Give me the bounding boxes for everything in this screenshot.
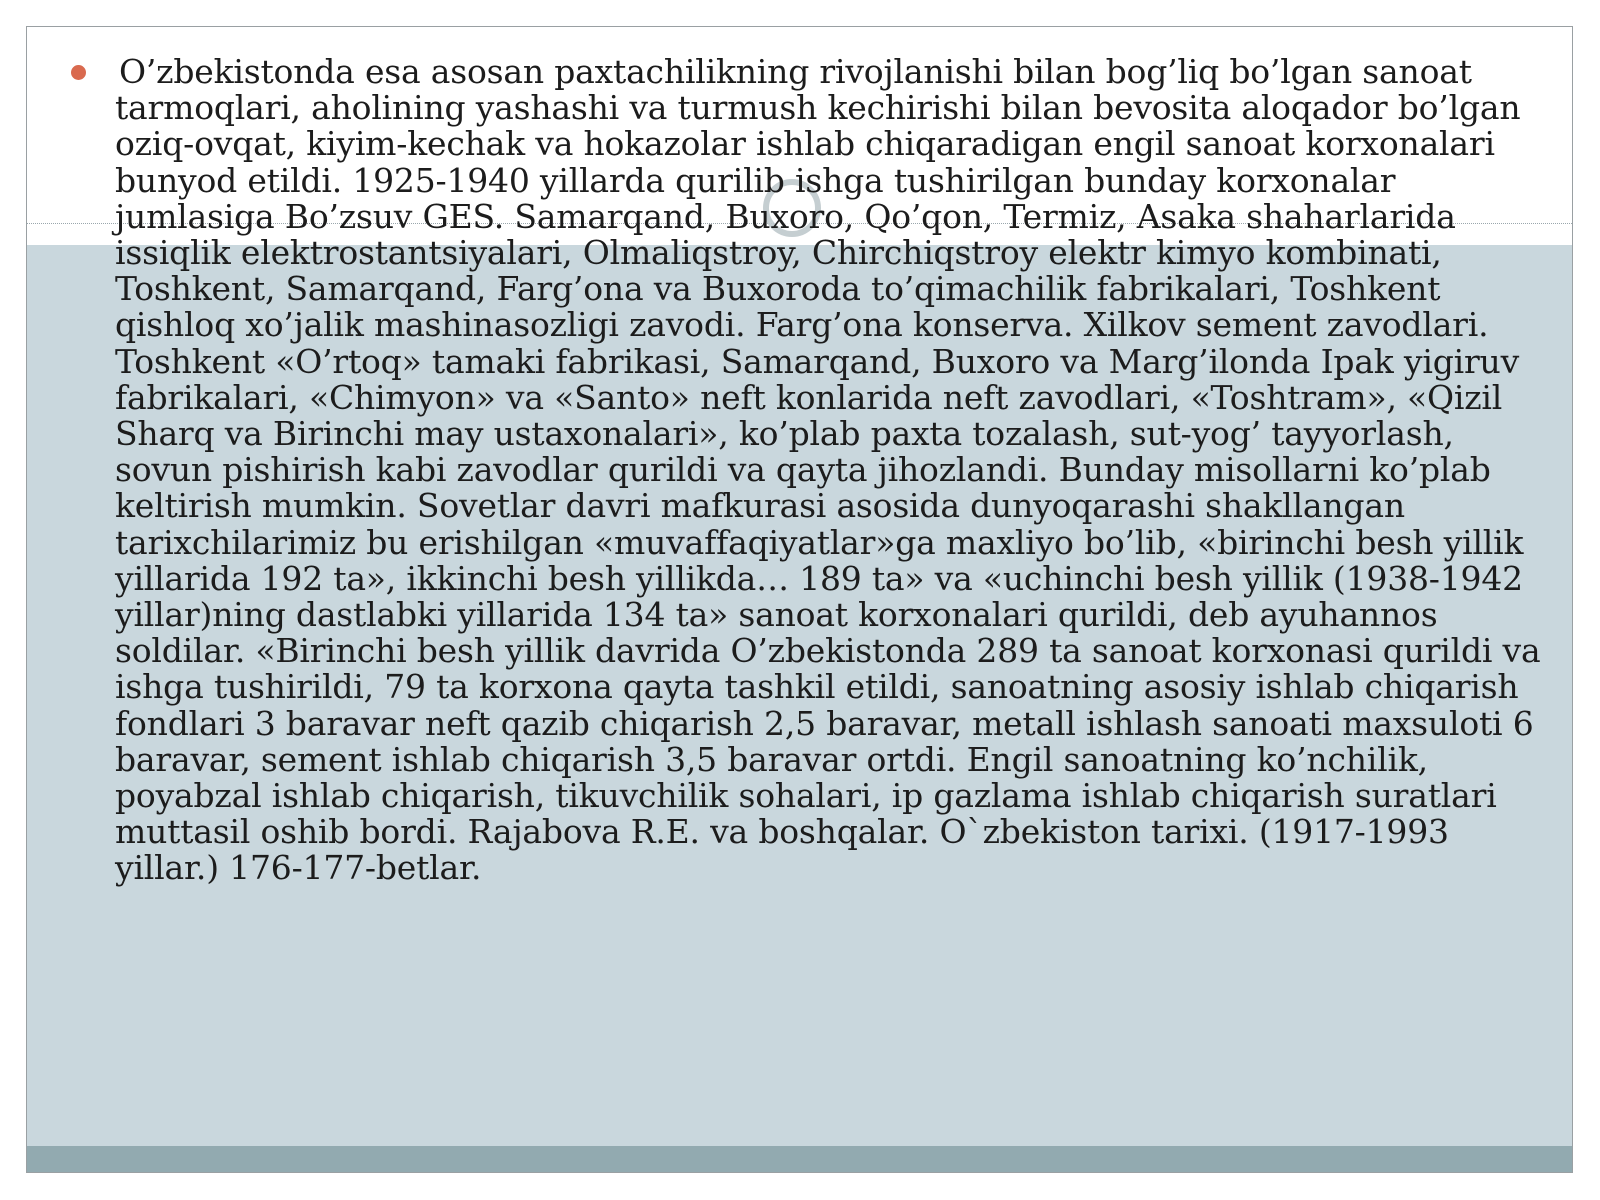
slide-body-text: O’zbekistonda esa asosan paxtachilikning rivojlanishi bilan bog’liq bo’lgan sanoat tarmoqlari, aholining yashashi va turmush kechirishi bilan bevosita aloqador bo’lgan oziq-ovqat, kiyim-kechak va hokazolar ishlab chiqaradigan engil sanoat korxonalari bunyod etildi. 1925-1940 yillarda qurilib ishga tushirilgan bunday korxonalar jumlasiga Bo’zsuv GES. Samarqand, Buxoro, Qo’qon, Termiz, Asaka shaharlarida issiqlik elektrostantsiyalari, Olmaliqstroy, Chirchiqstroy elektr kimyo kombinati, Toshkent, Samarqand, Farg’ona va Buxoroda to’qimachilik fabrikalari, Toshkent qishloq xo’jalik mashinasozligi zavodi. Farg’ona konserva. Xilkov sement zavodlari. Toshkent «O’rtoq» tamaki fabrikasi, Samarqand, Buxoro va Marg’ilonda Ipak yigiruv fabrikalari, «Chimyon» va «Santo» neft konlarida neft zavodlari, «Toshtram», «Qizil Sharq va Birinchi may ustaxonalari», ko’plab paxta tozalash, sut-yog’ tayyorlash, sovun pishirish kabi zavodlar qurildi va qayta jihozlandi. Bunday misollarni ko’plab keltirish mumkin. Sovetlar davri mafkurasi asosida dunyoqarashi shakllangan tarixchilarimiz bu erishilgan «muvaffaqiyatlar»ga maxliyo bo’lib, «birinchi besh yillik yillarida 192 ta», ikkinchi besh yillikda… 189 ta» va «uchinchi besh yillik (1938-1942 yillar)ning dastlabki yillarida 134 ta» sanoat korxonalari qurildi, deb ayuhannos soldilar. «Birinchi besh yillik davrida O’zbekistonda 289 ta sanoat korxonasi qurildi va ishga tushirildi, 79 ta korxona qayta tashkil etildi, sanoatning asosiy ishlab chiqarish fondlari 3 baravar neft qazib chiqarish 2,5 baravar, metall ishlash sanoati maxsuloti 6 baravar, sement ishlab chiqarish 3,5 baravar ortdi. Engil sanoatning ko’nchilik, poyabzal ishlab chiqarish, tikuvchilik sohalari, ip gazlama ishlab chiqarish suratlari muttasil oshib bordi. Rajabova R.E. va boshqalar. O`zbekiston tarixi. (1917-1993 yillar.) 176-177-betlar. bbox=[115, 52, 1541, 888]
slide-bottom-band bbox=[27, 1146, 1572, 1173]
bullet-dot-icon bbox=[71, 65, 86, 80]
slide bbox=[26, 26, 1573, 1173]
